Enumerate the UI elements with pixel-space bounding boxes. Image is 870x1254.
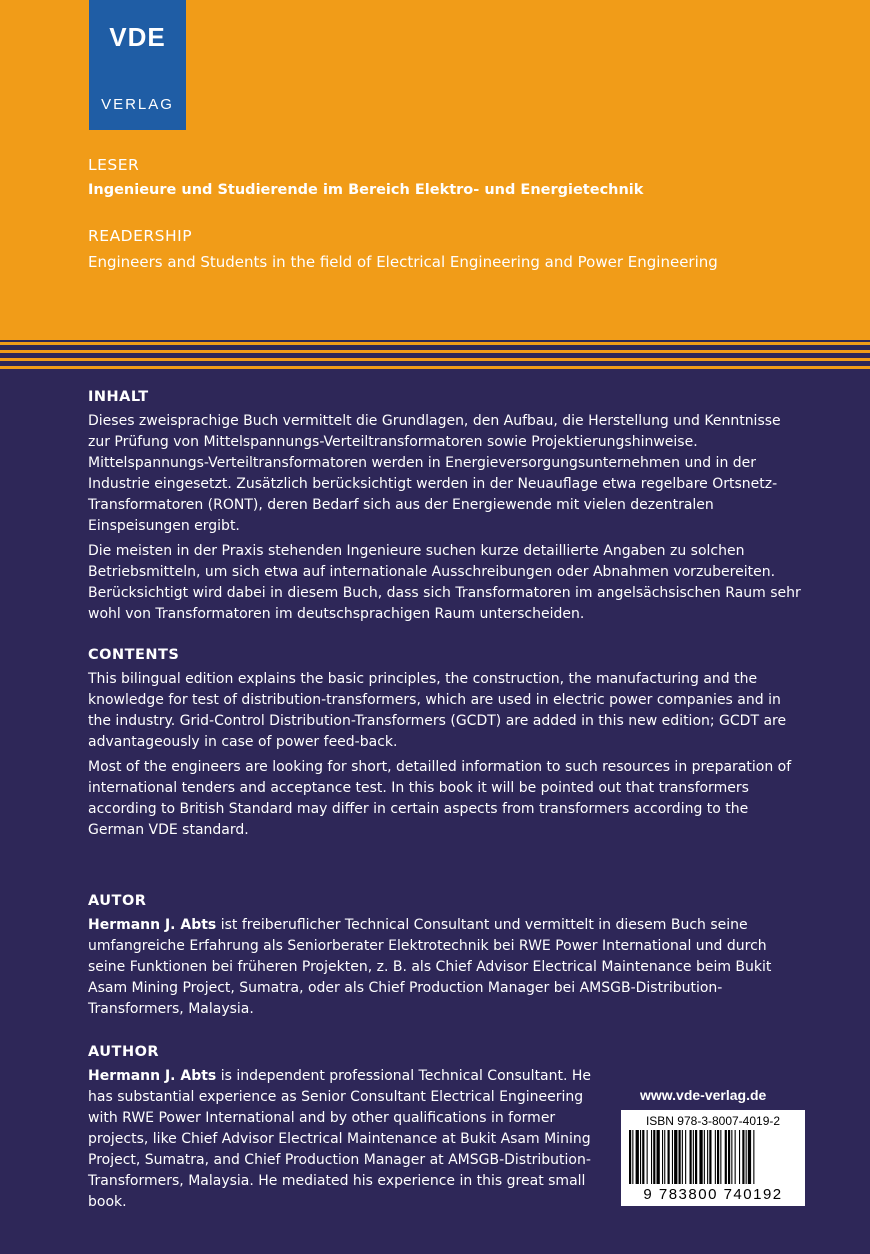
- barcode-bar: [748, 1130, 751, 1184]
- barcode-bar: [753, 1130, 754, 1184]
- inhalt-section: [88, 389, 803, 629]
- barcode-bar: [725, 1130, 727, 1184]
- author-section: [88, 1044, 608, 1213]
- barcode-bar: [632, 1130, 633, 1184]
- contents-paragraph-2: Most of the engineers are looking for short, detailled information to such resources in preparation of international tenders and acceptance test. In this book it will be pointed out that transformers according to British Standard may differ in certain aspects from transformers according to the German VDE standard.: [88, 759, 792, 838]
- barcode-bar: [653, 1130, 655, 1184]
- barcode-bar: [728, 1130, 730, 1184]
- readers-en-heading: READERSHIP: [88, 227, 193, 245]
- autor-heading: AUTOR: [88, 893, 147, 909]
- stripe: [0, 342, 870, 345]
- barcode-bar: [693, 1130, 694, 1184]
- barcode-bar: [690, 1130, 692, 1184]
- top-orange-panel: [0, 0, 870, 340]
- barcode-bar: [662, 1130, 663, 1184]
- logo-brand: VDE: [109, 22, 166, 52]
- barcode-bar: [636, 1130, 639, 1184]
- barcode-bar: [685, 1130, 686, 1184]
- readers-de-heading: LESER: [88, 156, 140, 174]
- divider-stripes: [0, 338, 870, 374]
- barcode-bar: [709, 1130, 711, 1184]
- autor-paragraph: [88, 915, 803, 1020]
- vde-verlag-logo: [89, 0, 186, 130]
- barcode-bar: [742, 1130, 744, 1184]
- barcode-bar: [715, 1130, 716, 1184]
- readers-en-text: Engineers and Students in the field of Electrical Engineering and Power Engineering: [88, 253, 718, 271]
- autor-text: ist freiberuflicher Technical Consultant und vermittelt in diesem Buch seine umfangreiche Erfahrung als Seniorberater Elektrotechnik bei RWE Power International und durch seine Funktionen bei früheren Projekten, z. B. als Chief Advisor Electrical Maintenance beim Bukit Asam Mining Project, Sumatra, oder als Chief Production Manager bei AMSGB-Distribution-Transformers, Malaysia.: [88, 917, 772, 1017]
- autor-section: [88, 893, 803, 1024]
- stripe: [0, 350, 870, 353]
- barcode-bar: [672, 1130, 673, 1184]
- stripe: [0, 358, 870, 361]
- barcode-bar: [704, 1130, 705, 1184]
- author-text: is independent professional Technical Consultant. He has substantial experience as Senior Consultant Electrical Engineering with RWE Power International and by other qualifications in former projects, like Chief Advisor Electrical Maintenance at Bukit Asam Mining Project, Sumatra, and Chief Production Manager at AMSGB-Distribution-Transformers, Malaysia. He mediated his experience in this great small book.: [88, 1068, 592, 1210]
- logo-sub: VERLAG: [101, 96, 174, 113]
- contents-section: [88, 647, 803, 845]
- barcode-bar: [731, 1130, 732, 1184]
- barcode-bar: [695, 1130, 697, 1184]
- author-paragraph: [88, 1066, 608, 1213]
- barcode-bar: [664, 1130, 665, 1184]
- barcode-digits: 9 783800 740192: [643, 1186, 783, 1203]
- barcode-bar: [720, 1130, 721, 1184]
- barcode-bar: [699, 1130, 702, 1184]
- barcode-bar: [651, 1130, 652, 1184]
- barcode-bar: [679, 1130, 681, 1184]
- barcode-bar: [746, 1130, 747, 1184]
- barcode-bar: [707, 1130, 708, 1184]
- readers-de-text: Ingenieure und Studierende im Bereich Elektro- und Energietechnik: [88, 182, 644, 198]
- author-name: Hermann J. Abts: [88, 1068, 217, 1084]
- isbn-label: ISBN 978-3-8007-4019-2: [645, 1114, 781, 1128]
- barcode-bar: [717, 1130, 719, 1184]
- website-url: www.vde-verlag.de: [640, 1087, 767, 1103]
- autor-name: Hermann J. Abts: [88, 917, 217, 933]
- barcode-bar: [739, 1130, 740, 1184]
- barcode-bar: [682, 1130, 683, 1184]
- contents-paragraph-1: This bilingual edition explains the basic principles, the construction, the manufacturing and the knowledge for test of distribution-transformers, which are used in electric power companies and in the industry. Grid-Control Distribution-Transformers (GCDT) are added in this new edition; GCDT are advantageously in case of power feed-back.: [88, 671, 787, 750]
- contents-heading: CONTENTS: [88, 647, 180, 663]
- barcode-icon: [629, 1130, 797, 1186]
- barcode-bar: [642, 1130, 644, 1184]
- barcode-bar: [674, 1130, 677, 1184]
- inhalt-paragraph-2: Die meisten in der Praxis stehenden Ingenieure suchen kurze detaillierte Angaben zu solchen Betriebsmitteln, um sich etwa auf internationale Ausschreibungen oder Abnahmen vorzubereiten. Berücksichtigt wird dabei in diesem Buch, dass sich Transformatoren im angelsächsischen Raum sehr wohl von Transformatoren im deutschsprachigen Raum unterscheiden.: [88, 543, 801, 622]
- barcode-bar: [668, 1130, 670, 1184]
- barcode-bar: [629, 1130, 631, 1184]
- isbn-barcode: [621, 1110, 805, 1206]
- barcode-bar: [647, 1130, 648, 1184]
- author-heading: AUTHOR: [88, 1044, 160, 1060]
- barcode-bar: [657, 1130, 660, 1184]
- stripe: [0, 366, 870, 369]
- inhalt-heading: INHALT: [88, 389, 149, 405]
- barcode-bar: [640, 1130, 641, 1184]
- barcode-bar: [735, 1130, 736, 1184]
- inhalt-paragraph-1: Dieses zweisprachige Buch vermittelt die Grundlagen, den Aufbau, die Herstellung und Kenntnisse zur Prüfung von Mittelspannungs-Verteiltransformatoren sowie Projektierungshinweise. Mittelspannungs-Verteiltransformatoren werden in Energieversorgungsunternehmen und in der Industrie eingesetzt. Zusätzlich berücksichtigt werden in der Neuauflage etwa regelbare Ortsnetz-Transformatoren (RONT), deren Bedarf sich aus der Energiewende mit vielen dezentralen Einspeisungen ergibt.: [88, 413, 781, 534]
